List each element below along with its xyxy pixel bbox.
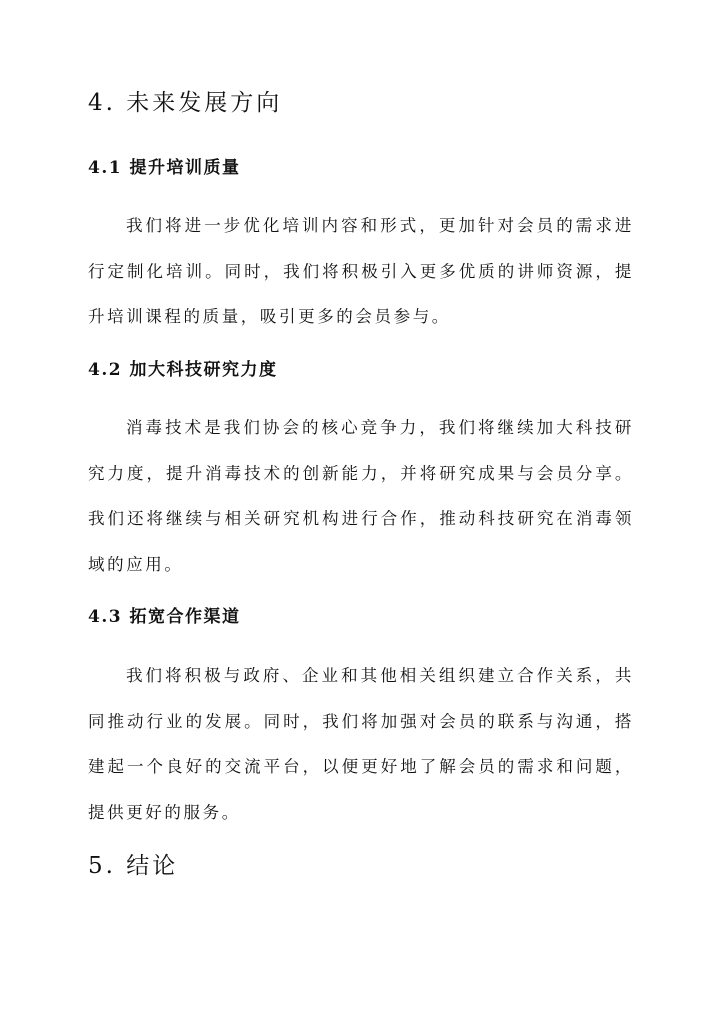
subsection-4-2-heading: 4.2 加大科技研究力度 <box>88 360 278 380</box>
subsection-4-1-heading: 4.1 提升培训质量 <box>88 158 241 178</box>
subsection-4-3-heading: 4.3 拓宽合作渠道 <box>88 607 241 627</box>
section-4-heading: 4. 未来发展方向 <box>88 90 283 116</box>
section-5-heading: 5. 结论 <box>88 853 179 879</box>
subsection-4-3-paragraph: 我们将积极与政府、企业和其他相关组织建立合作关系，共同推动行业的发展。同时，我们将加强对会员的联系与沟通，搭建起一个良好的交流平台，以便更好地了解会员的需求和问题，提供更好的服务。 <box>88 666 634 822</box>
subsection-4-2-paragraph: 消毒技术是我们协会的核心竞争力，我们将继续加大科技研究力度，提升消毒技术的创新能力，并将研究成果与会员分享。我们还将继续与相关研究机构进行合作，推动科技研究在消毒领域的应用。 <box>88 418 634 574</box>
subsection-4-1-paragraph: 我们将进一步优化培训内容和形式，更加针对会员的需求进行定制化培训。同时，我们将积极引入更多优质的讲师资源，提升培训课程的质量，吸引更多的会员参与。 <box>88 216 634 326</box>
